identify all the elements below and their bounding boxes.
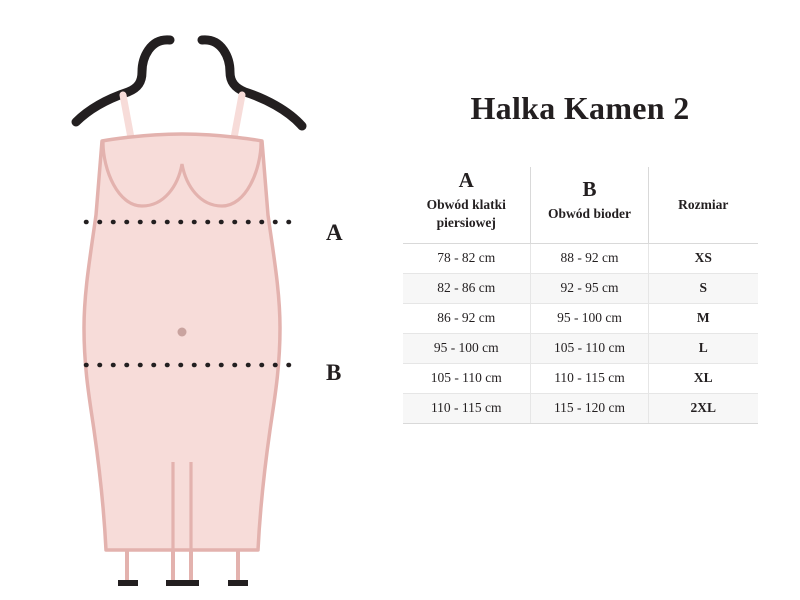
cell-chest: 110 - 115 cm xyxy=(403,393,531,423)
cell-chest: 86 - 92 cm xyxy=(403,303,531,333)
column-header-hips-label: Obwód bioder xyxy=(548,206,631,222)
column-header-size: Rozmiar xyxy=(649,167,758,243)
cell-hips: 115 - 120 cm xyxy=(531,393,649,423)
cell-size: XS xyxy=(649,243,758,273)
cell-hips: 95 - 100 cm xyxy=(531,303,649,333)
shoe-inner xyxy=(166,580,199,586)
hair-right-icon xyxy=(202,40,302,126)
column-header-chest-label: Obwód klatki piersiowej xyxy=(426,197,506,231)
column-header-chest-letter: A xyxy=(458,168,474,192)
bust-line-marker-label: A xyxy=(326,220,343,245)
cell-size: M xyxy=(649,303,758,333)
cell-chest: 105 - 110 cm xyxy=(403,363,531,393)
table-row xyxy=(403,333,758,363)
page-title: Halka Kamen 2 xyxy=(470,90,690,126)
table-row xyxy=(403,243,758,273)
strap-left xyxy=(123,95,131,138)
strap-right xyxy=(234,95,242,138)
table-row xyxy=(403,303,758,333)
table-header xyxy=(403,167,758,243)
cell-hips: 92 - 95 cm xyxy=(531,273,649,303)
shoe-left xyxy=(118,580,138,586)
table-row xyxy=(403,363,758,393)
size-table xyxy=(403,167,758,424)
cell-chest: 82 - 86 cm xyxy=(403,273,531,303)
cell-size: XL xyxy=(649,363,758,393)
cell-size: S xyxy=(649,273,758,303)
column-header-chest xyxy=(403,167,531,243)
shoe-right xyxy=(228,580,248,586)
size-info-panel xyxy=(390,90,770,424)
cell-chest: 95 - 100 cm xyxy=(403,333,531,363)
garment-illustration xyxy=(30,10,380,590)
cell-chest: 78 - 82 cm xyxy=(403,243,531,273)
cell-hips: 105 - 110 cm xyxy=(531,333,649,363)
table-row xyxy=(403,273,758,303)
cell-hips: 110 - 115 cm xyxy=(531,363,649,393)
column-header-hips xyxy=(531,167,649,243)
navel-dot xyxy=(178,328,187,337)
cell-size: L xyxy=(649,333,758,363)
slip-body xyxy=(84,134,280,550)
table-row xyxy=(403,393,758,423)
column-header-hips-letter: B xyxy=(582,177,597,202)
cell-size: 2XL xyxy=(649,393,758,423)
hip-line-marker-label: B xyxy=(326,360,342,385)
cell-hips: 88 - 92 cm xyxy=(531,243,649,273)
table-body xyxy=(403,243,758,423)
